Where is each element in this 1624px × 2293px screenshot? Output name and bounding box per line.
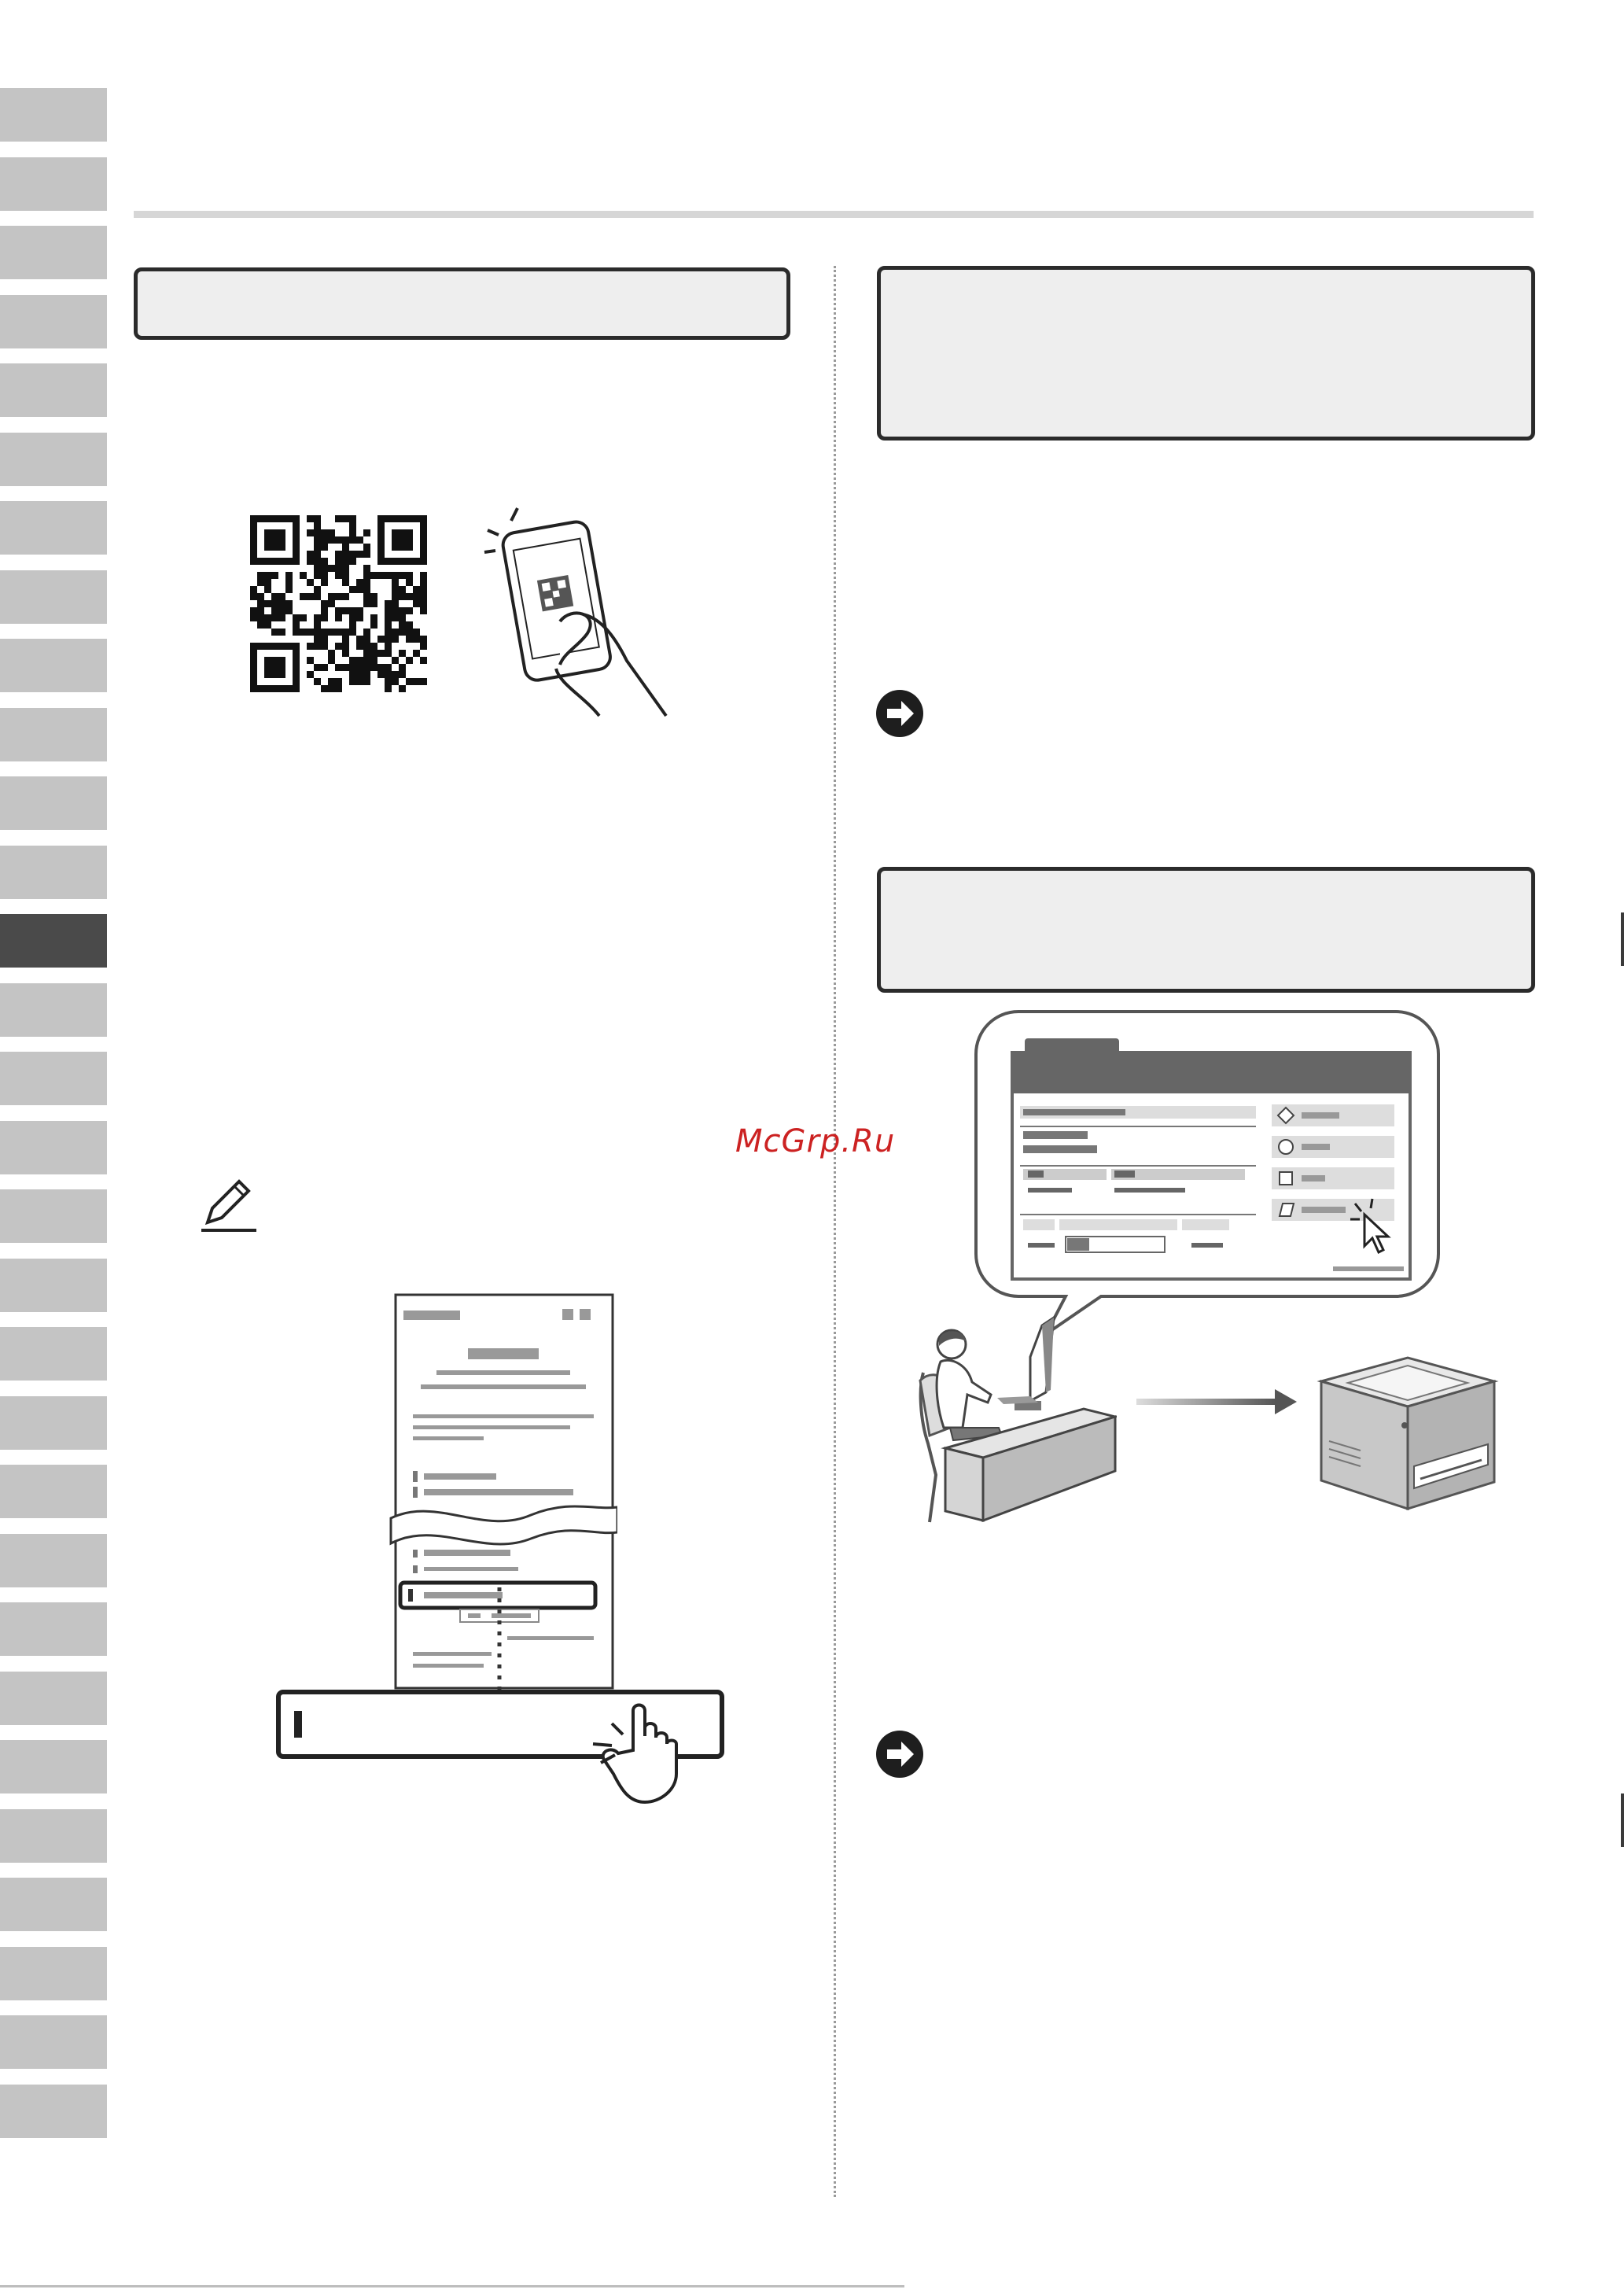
printer-icon (1313, 1347, 1502, 1516)
thumb-index-tab (0, 1602, 107, 1656)
thumb-index-tab (0, 295, 107, 348)
remote-ui-bubble (971, 1008, 1443, 1339)
thumb-index-tab (0, 1396, 107, 1450)
right-section-heading-box-1 (877, 266, 1535, 441)
phone-scan-icon (481, 503, 670, 724)
thumb-index-tab (0, 570, 107, 624)
thumb-index-tab (0, 88, 107, 142)
thumb-index-tab (0, 1740, 107, 1793)
thumb-index-tab (0, 983, 107, 1037)
thumb-index-tab (0, 708, 107, 761)
thumb-index-tab-active (0, 914, 107, 968)
thumb-index-tab (0, 226, 107, 279)
watermark-text: McGrp.Ru (735, 1123, 896, 1159)
thumb-index-tab (0, 1672, 107, 1725)
thumb-index-tab (0, 1121, 107, 1174)
edge-mark (1621, 1793, 1624, 1847)
transfer-arrow (1136, 1386, 1298, 1417)
thumb-index-tab (0, 363, 107, 417)
magnified-item-row (275, 1687, 731, 1805)
thumb-index-tab (0, 1052, 107, 1105)
thumb-index-tab (0, 1189, 107, 1243)
footer-rule (0, 2285, 904, 2287)
thumb-index-tab (0, 1534, 107, 1587)
arrow-right-circle-icon (876, 1731, 923, 1778)
column-divider (834, 266, 836, 2197)
thumb-index-tab (0, 1259, 107, 1312)
thumb-index-tabs (0, 0, 107, 2293)
edge-mark (1621, 912, 1624, 966)
thumb-index-tab (0, 433, 107, 486)
qr-code-icon (250, 515, 427, 692)
pencil-note-icon (198, 1174, 261, 1237)
right-section-heading-box-2 (877, 867, 1535, 993)
arrow-right-circle-icon (876, 690, 923, 737)
thumb-index-tab (0, 776, 107, 830)
thumb-index-tab (0, 1327, 107, 1381)
document-illustration (389, 1290, 617, 1691)
thumb-index-tab (0, 639, 107, 692)
thumb-index-tab (0, 1878, 107, 1931)
thumb-index-tab (0, 846, 107, 899)
thumb-index-tab (0, 2015, 107, 2069)
user-at-computer-illustration (912, 1310, 1117, 1526)
left-section-heading-box (134, 267, 790, 340)
thumb-index-tab (0, 2085, 107, 2138)
thumb-index-tab (0, 157, 107, 211)
thumb-index-tab (0, 1809, 107, 1863)
thumb-index-tab (0, 501, 107, 555)
thumb-index-tab (0, 1465, 107, 1518)
header-rule (134, 211, 1534, 218)
thumb-index-tab (0, 1947, 107, 2000)
